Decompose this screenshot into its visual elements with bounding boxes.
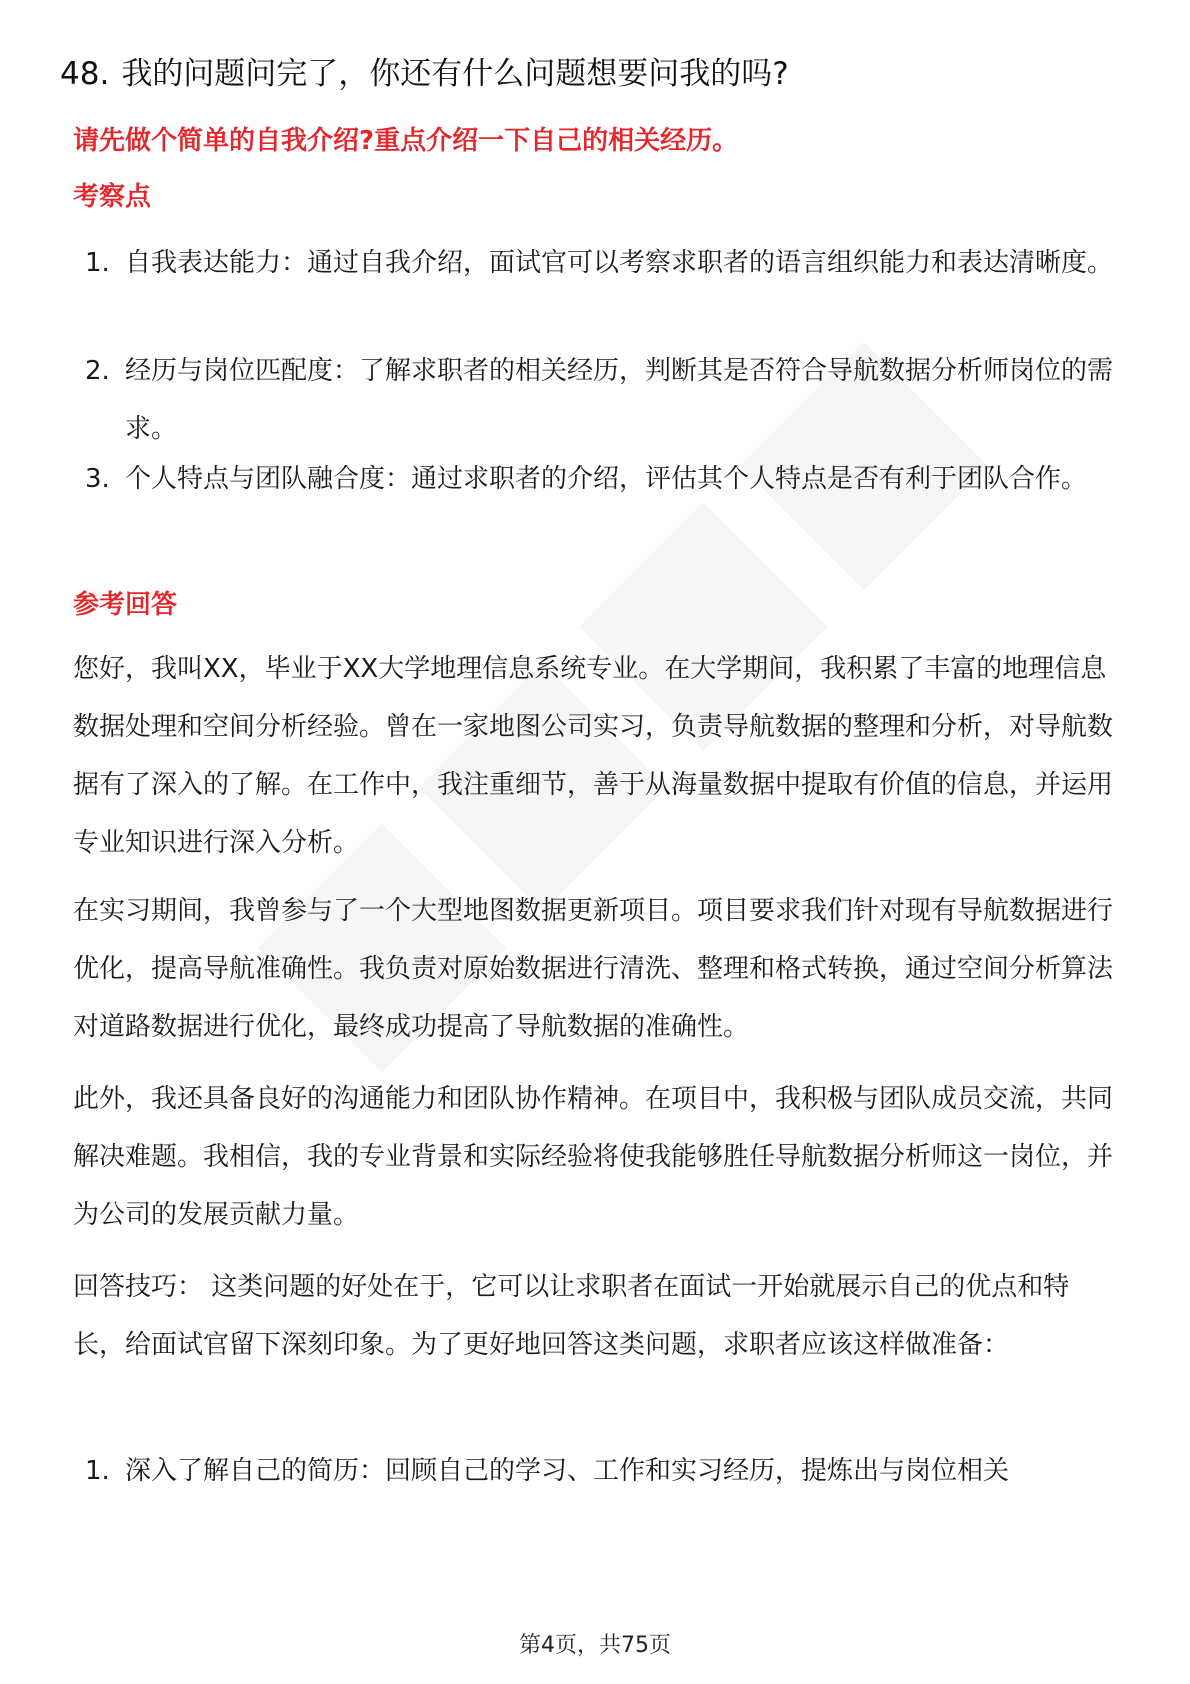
list-item bbox=[85, 342, 1115, 458]
assessment-heading: 考察点 bbox=[73, 182, 152, 212]
question-number: 48. bbox=[60, 56, 110, 92]
reference-paragraph: 此外，我还具备良好的沟通能力和团队协作精神。在项目中，我积极与团队成员交流，共同解决难题。我相信，我的专业背景和实际经验将使我能够胜任导航数据分析师这一岗位，并为公司的发展贡献力量。 bbox=[73, 1084, 1114, 1230]
page-footer: 第4页，共75页 bbox=[519, 1633, 671, 1658]
list-item-number: 2. bbox=[85, 356, 110, 386]
list-item-text: 经历与岗位匹配度：了解求职者的相关经历，判断其是否符合导航数据分析师岗位的需求。 bbox=[125, 356, 1114, 444]
list-item bbox=[85, 1442, 1115, 1500]
list-item-text: 自我表达能力：通过自我介绍，面试官可以考察求职者的语言组织能力和表达清晰度。 bbox=[125, 248, 1114, 278]
list-item-number: 1. bbox=[85, 1456, 110, 1486]
list-item-number: 3. bbox=[85, 464, 110, 494]
list-item-text: 个人特点与团队融合度：通过求职者的介绍，评估其个人特点是否有利于团队合作。 bbox=[125, 464, 1088, 494]
question-title bbox=[60, 48, 789, 93]
question-text: 我的问题问完了，你还有什么问题想要问我的吗? bbox=[121, 56, 789, 92]
reference-heading: 参考回答 bbox=[73, 590, 178, 620]
list-item-text: 深入了解自己的简历：回顾自己的学习、工作和实习经历，提炼出与岗位相关 bbox=[125, 1456, 1010, 1486]
reference-paragraph: 在实习期间，我曾参与了一个大型地图数据更新项目。项目要求我们针对现有导航数据进行优化，提高导航准确性。我负责对原始数据进行清洗、整理和格式转换，通过空间分析算法对道路数据进行优化，最终成功提高了导航数据的准确性。 bbox=[73, 896, 1114, 1042]
list-item-number: 1. bbox=[85, 248, 110, 278]
list-item bbox=[85, 450, 1115, 508]
list-item bbox=[85, 234, 1115, 292]
reference-paragraph: 您好，我叫XX，毕业于XX大学地理信息系统专业。在大学期间，我积累了丰富的地理信息数据处理和空间分析经验。曾在一家地图公司实习，负责导航数据的整理和分析，对导航数据有了深入的了解。在工作中，我注重细节，善于从海量数据中提取有价值的信息，并运用专业知识进行深入分析。 bbox=[73, 654, 1114, 858]
prompt-question: 请先做个简单的自我介绍?重点介绍一下自己的相关经历。 bbox=[73, 126, 739, 156]
tips-paragraph: 回答技巧： 这类问题的好处在于，它可以让求职者在面试一开始就展示自己的优点和特长，给面试官留下深刻印象。为了更好地回答这类问题，求职者应该这样做准备： bbox=[73, 1272, 1070, 1360]
